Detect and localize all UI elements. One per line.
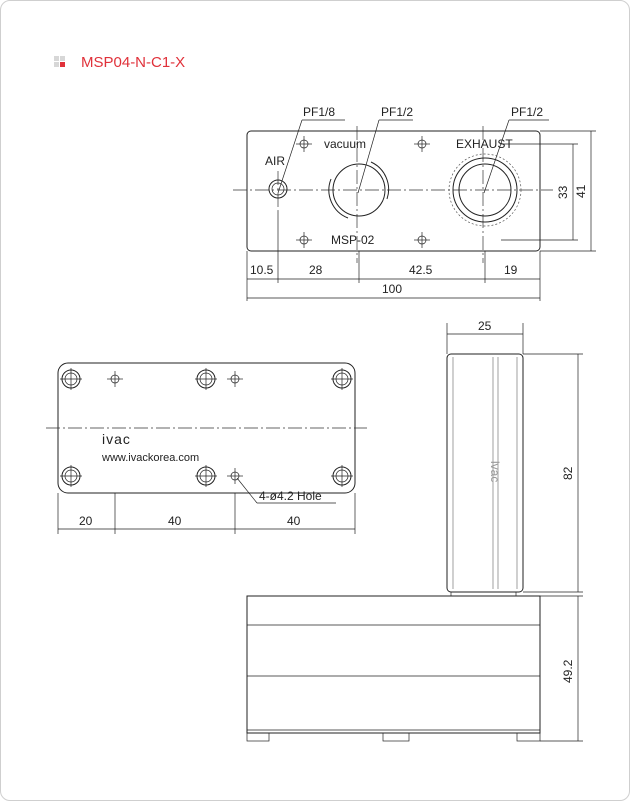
mounting-hole-icon bbox=[227, 371, 243, 387]
side-upper-block bbox=[447, 354, 523, 592]
dim-42-5: 42.5 bbox=[409, 263, 433, 277]
brand-label: ivac bbox=[102, 431, 131, 447]
dim-100: 100 bbox=[382, 282, 403, 296]
dim-40-a: 40 bbox=[168, 514, 182, 528]
technical-drawing bbox=[1, 1, 629, 800]
port-label-exhaust: PF1/2 bbox=[511, 105, 544, 119]
model-label: MSP-02 bbox=[331, 233, 375, 247]
front-view bbox=[233, 105, 596, 301]
dim-28: 28 bbox=[309, 263, 323, 277]
side-base-block bbox=[247, 596, 540, 733]
screw-icon bbox=[195, 465, 217, 487]
mounting-hole-icon bbox=[414, 136, 430, 152]
mounting-hole-icon bbox=[414, 232, 430, 248]
screw-icon bbox=[331, 465, 353, 487]
screw-icon bbox=[60, 465, 82, 487]
side-brand-label: ivac bbox=[488, 461, 502, 483]
dim-20: 20 bbox=[79, 514, 93, 528]
title-icon bbox=[54, 56, 65, 67]
screw-icon bbox=[331, 368, 353, 390]
mounting-hole-icon bbox=[296, 136, 312, 152]
website-label: www.ivackorea.com bbox=[102, 452, 200, 464]
mounting-hole-icon bbox=[227, 468, 243, 484]
dim-49-2: 49.2 bbox=[561, 659, 575, 683]
air-label: AIR bbox=[265, 154, 286, 168]
dim-25: 25 bbox=[478, 319, 492, 333]
mounting-hole-icon bbox=[296, 232, 312, 248]
dim-33: 33 bbox=[556, 185, 570, 199]
base-foot bbox=[383, 733, 409, 741]
mounting-hole-icon bbox=[107, 371, 123, 387]
side-view bbox=[247, 319, 583, 741]
dim-10-5: 10.5 bbox=[250, 263, 274, 277]
hole-note: 4-ø4.2 Hole bbox=[259, 489, 322, 503]
dim-19: 19 bbox=[504, 263, 518, 277]
bottom-view bbox=[46, 363, 367, 534]
dim-40-b: 40 bbox=[287, 514, 301, 528]
leader-line bbox=[237, 478, 257, 503]
screw-icon bbox=[60, 368, 82, 390]
dim-82: 82 bbox=[561, 466, 575, 480]
port-label-air: PF1/8 bbox=[303, 105, 336, 119]
screw-icon bbox=[195, 368, 217, 390]
vacuum-label: vacuum bbox=[324, 137, 367, 151]
port-label-vacuum: PF1/2 bbox=[381, 105, 414, 119]
exhaust-label: EXHAUST bbox=[456, 137, 513, 151]
base-foot bbox=[517, 733, 540, 741]
page-title: MSP04-N-C1-X bbox=[81, 54, 186, 71]
dim-41: 41 bbox=[574, 184, 588, 198]
base-foot bbox=[247, 733, 269, 741]
